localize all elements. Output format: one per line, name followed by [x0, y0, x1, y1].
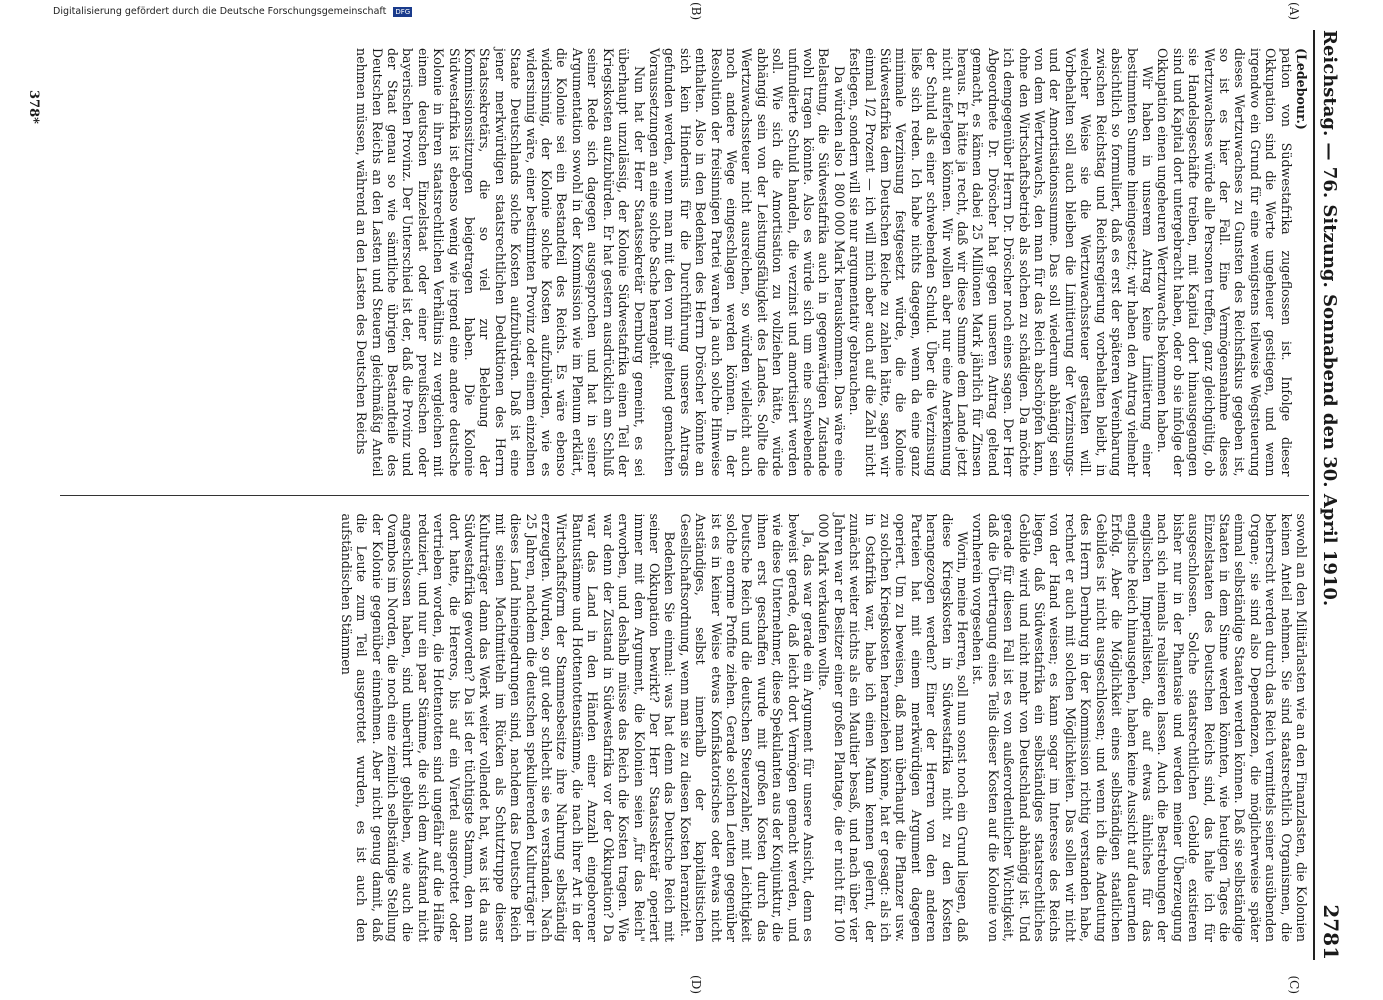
- paragraph: Worin, meine Herren, soll nun sonst noch ein Grund liegen, daß diese Kriegskosten in Südwestafrika nicht zu den Kosten herangezogen werden? Einer der Herren von den anderen Parteien hat mit einem merkwürdigen Argument dagegen operiert. Um zu beweisen, daß man überhaupt die Pflanzer usw. zu solchen Kriegskosten heranziehen könne, hat er gesagt: als ich in Ostafrika war, habe ich einen Mann kennen gelernt, der zunächst weiter nichts als ein Maultier besaß, und nach über vier Jahren war er Besitzer einer großen Plantage, die er nicht für 100 000 Mark verkaufen wollte.: [816, 513, 971, 942]
- margin-marker-b: (B): [689, 2, 703, 21]
- speaker-name: (Ledebour.): [1294, 48, 1309, 130]
- paragraph: pation von Südwestafrika zugeflossen ist. Infolge dieser Okkupation sind die Werte ungeheuer gestiegen, und wenn irgendwo ein Grund für eine wenigstens teilweise Wegsteuerung dieses Wertzuwachses zu Gunsten des Reichsfiskus gegeben ist, so ist es hier der Fall. Eine Vermögensnahme dieses Wertzuwachses würde alle Personen treffen, ganz gleichgültig, ob sie Handelsgeschäfte treiben, mit Kapital dort hinausgegangen sind und Kapital dort untergebracht haben, oder ob sie infolge der Okkupation einen ungeheuren Wertzuwachs bekommen haben.: [1155, 48, 1294, 477]
- paragraph: Bedenken Sie einmal: was hat denn das Deutsche Reich mit seiner Okkupation bewirkt? Der Herr Staatssekretär operiert immer mit dem Argument, die Kolonien seien „für das Reich" erworben, und deshalb müsse das Reich die Kosten tragen. Wie war denn der Zustand in Südwestafrika vor der Okkupation? Da war das Land in den Händen einer Anzahl eingeborener Bantustämme und Hottentottenstämme, die nach ihrer Art in der Wirtschaftsform der Stammesbesitze ihre Nahrung selbständig erzeugten. Wurden, so gut oder schlecht sie es verstanden. Nach 25 Jahren, nachdem die deutschen spekulierenden Kulturträger in dieses Land hineingedrungen sind, nachdem das Deutsche Reich mit seinen Machtmitteln im Rücken als Schutztruppe dieser Kulturträger dann das Werk weiter vollendet hat, was ist da aus Südwestafrika geworden? Da ist der tüchtigste Stamm, den man dort hatte, die Hereros, bis auf ein Viertel ausgerottet oder vertrieben worden, die Hottentotten sind ungefähr auf die Hälfte reduziert, und nur ein paar Stämme, die sich dem Aufstand nicht angeschlossen haben, sind unberührt geblieben, wie auch die Ovambos im Norden, die noch eine ziemlich selbständige Stellung der Kolonie gegenüber einnehmen. Aber nicht genug damit, daß die Leute zum Teil ausgerottet wurden, es ist auch den aufständischen Stämmen: [338, 513, 678, 942]
- funding-text: Digitalisierung gefördert durch die Deutsche Forschungsgemeinschaft: [53, 6, 387, 17]
- paragraph: Nun hat der Herr Staatssekretär Dernburg gemeint, es sei überhaupt unzulässig, der Kolonie Südwestafrika einen Teil der Kriegskosten aufzubürden. Er hat gestern ausdrücklich am Schluß seiner Rede sich dagegen ausgesprochen und hat in seiner Argumentation sowohl in der Kommission wie im Plenum erklärt, die Kolonie sei ein Bestandteil des Reichs. Es wäre ebenso widersinnig, der Kolonie solche Kosten aufzubürden, wie es widersinnig wäre, einer bestimmten Provinz oder einem einzelnen Staate Deutschlands solche Kosten aufzubürden. Daß ist eine jener merkwürdigen staatsrechtlichen Deduktionen des Herrn Staatssekretärs, die so viel zur Belebung der Kommissionssitzungen beigetragen haben. Die Kolonie Südwestafrika ist ebenso wenig wie irgend eine andere deutsche Kolonie in ihren staatsrechtlichen Verhältnis zu vergleichen mit einem deutschen Einzelstaat oder einer preußischen oder bayerischen Provinz. Der Unterschied ist der, daß die Provinz und der Staat genau so wie sämtliche übrigen Bestandteile des Deutschen Reichs an den Lasten und Steuern gleichmäßig Anteil nehmen müssen, während an den Lasten des Deutschen Reichs: [354, 48, 647, 477]
- text-columns: [60, 30, 1309, 960]
- paragraph: sowohl an den Militärlasten wie an den Finanzlasten, die Kolonien keinen Anteil nehmen. Sie sind staatsrechtlich Organismen, die beherrscht werden durch das Reich vermittels seiner ausübenden Organe; sie sind also Dependenzen, die möglicherweise später einmal selbständige Staaten werden können. Daß sie selbständige Staaten in dem Sinne werden könnten, wie heutigen Tages die Einzelstaaten des Deutschen Reichs sind, das halte ich für ausgeschlossen. Solche staatsrechtlichen Gebilde existieren bisher nur in der Phantasie und werden meiner Überzeugung nach sich niemals realisieren lassen. Auch die Bestrebungen der englischen Imperialisten, die auf etwas ähnliches für das englische Reich hinausgehen, haben keine Aussicht auf dauernden Erfolg. Aber die Möglichkeit eines selbständigen staatlichen Gebildes ist nicht ausgeschlossen; und wenn ich die Andeutung des Herrn Dernburg in der Kommission richtig verstanden habe, rechnet er auch mit solchen Möglichkeiten. Das sollen wir nicht von der Hand weisen; es kann sogar im Interesse des Reichs liegen, daß Südwestafrika ein selbständiges staatsrechtliches Gebilde wird und nicht mehr von Deutschland abhängig ist. Und gerade für diesen Fall ist es von außerordentlicher Wichtigkeit, daß die Übertragung eines Teils dieser Kosten auf die Kolonie von vornherein vorgesehen ist.: [970, 513, 1309, 942]
- header-title: Reichstag. — 76. Sitzung. Sonnabend den 30. April 1910.: [1319, 30, 1340, 607]
- funding-note: [53, 6, 412, 17]
- paragraph: Da würden also 1 800 000 Mark herauskommen. Das wäre eine Belastung, die Südwestafrika auch in gegenwärtigen Zustande wohl tragen könnte. Also es würde sich um eine schwebende unfundierte Schuld handeln, die verzinst und amortisiert werden soll. Wie sich die Amortisation zu vollziehen hätte, würde abhängig sein von der Leistungsfähigkeit des Landes. Sollte die Wertzuwachssteuer nicht ausreichen, so würden vielleicht auch noch andere Wege eingeschlagen werden können. In der Resolution der freisinnigen Partei waren ja auch solche Hinweise enthalten. Also in den Bedenken des Herrn Dröscher könnte an sich kein Hindernis für die Durchführung unseres Antrags gefunden werden, wenn man mit den von mir geltend gemachten Voraussetzungen an eine solche Sache herangeht.: [646, 48, 847, 477]
- margin-marker-a: (A): [1287, 2, 1301, 21]
- page-header: [1313, 30, 1353, 960]
- margin-marker-d: (D): [689, 975, 703, 994]
- sheet-signature: 378*: [26, 90, 41, 124]
- paragraph: Wir haben in unserem Antrag keine Limitierung einer bestimmten Summe hineingesetzt; wir haben den Antrag vielmehr absichtlich so formuliert, daß es erst der späteren Vereinbarung zwischen Reichstag und Reichsregierung vorbehalten bleibt, in welcher Weise sie die Wertzuwachssteuer gestalten will. Vorbehalten soll auch bleiben die Limitierung der Verzinsungs- und der Amortisationssumme. Das soll wiederum abhängig sein von dem Wertzuwachs, den man für das Reich abschöpfen kann, ohne den Wirtschaftsbetrieb als solchen zu schädigen. Da möchte ich demgegenüber Herrn Dr. Dröscher noch eines sagen. Der Herr Abgeordnete Dr. Dröscher hat gegen unseren Antrag geltend gemacht, es kämen dabei 25 Millionen Mark jährlich für Zinsen heraus. Er hätte ja recht, daß wir diese Summe dem Lande jetzt nicht auferlegen können. Wir wollen aber nur eine Anerkennung der Schuld als einer schwebenden Schuld. Über die Verzinsung ließe sich reden. Ich habe nichts dagegen, wenn da eine ganz minimale Verzinsung festgesetzt würde, die die Kolonie Südwestafrika dem Deutschen Reiche zu zahlen hätte, sagen wir einmal 1/2 Prozent — ich will mich aber auch auf die Zahl nicht festlegen, sondern will sie nur argumentativ gebrauchen.: [847, 48, 1155, 477]
- paragraph: Ja, das war gerade ein Argument für unsere Ansicht, denn es beweist gerade, daß leicht dort Vermögen gemacht werden, und wie diese Unternehmer, diese Spekulanten aus der Konjunktur, die ihnen erst geschaffen wurde mit großen Kosten durch das Deutsche Reich und die deutschen Steuerzahler, mit Leichtigkeit solche enorme Profite ziehen. Gerade solchen Leuten gegenüber ist es in keiner Weise etwas Konfiskatorisches oder etwas nicht Anständiges, selbst innerhalb der kapitalistischen Gesellschaftsordnung, wenn man sie zu diesen Kosten heranzieht.: [677, 513, 816, 942]
- left-column: [60, 30, 1309, 495]
- margin-marker-c: (C): [1287, 975, 1301, 994]
- dfg-logo: DFG: [395, 8, 411, 16]
- page-number: 2781: [1319, 904, 1343, 960]
- right-column: [60, 495, 1309, 961]
